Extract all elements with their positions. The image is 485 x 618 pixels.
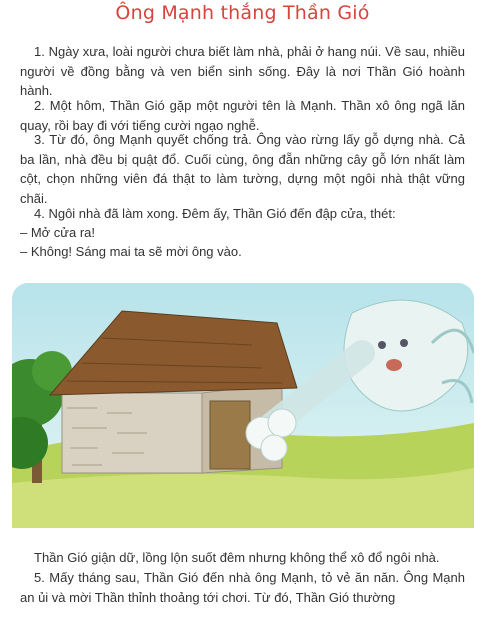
dialogue-line-1: – Mở cửa ra! — [20, 225, 96, 240]
paragraph-5: Thần Gió giận dữ, lồng lộn suốt đêm nhưng không thể xô đổ ngôi nhà. — [34, 550, 440, 565]
dialogue-line-2: – Không! Sáng mai ta sẽ mời ông vào. — [20, 244, 242, 259]
paragraph-3: 3. Từ đó, ông Mạnh quyết chống trả. Ông vào rừng lấy gỗ dựng nhà. Cả ba lần, nhà đều bị quật đổ. Cuối cùng, ông đẵn những cây gỗ lớn nhất làm cột, chọn những viên đá thật to làm tường, dựng một ngôi nhà thật vững chãi. — [20, 132, 465, 206]
door — [210, 401, 250, 469]
paragraph-6: 5. Mấy tháng sau, Thần Gió đến nhà ông Mạnh, tỏ vẻ ăn năn. Ông Mạnh an ủi và mời Thần thỉnh thoảng tới chơi. Từ đó, Thần Gió thường — [20, 570, 465, 605]
paragraph-2: 2. Một hôm, Thần Gió gặp một người tên là Mạnh. Thần xô ông ngã lăn quay, rồi bay đi với tiếng cười ngạo nghễ. — [20, 98, 465, 133]
paragraph-1: 1. Ngày xưa, loài người chưa biết làm nhà, phải ở hang núi. Về sau, nhiều người về đồng bằng và ven biển sinh sống. Đây là nơi Thần Gió hoành hành. — [20, 44, 465, 98]
paragraph-4: 4. Ngôi nhà đã làm xong. Đêm ấy, Thần Gió đến đập cửa, thét: — [34, 206, 396, 221]
story-title: Ông Mạnh thắng Thần Gió — [115, 2, 370, 24]
story-illustration — [12, 283, 474, 528]
